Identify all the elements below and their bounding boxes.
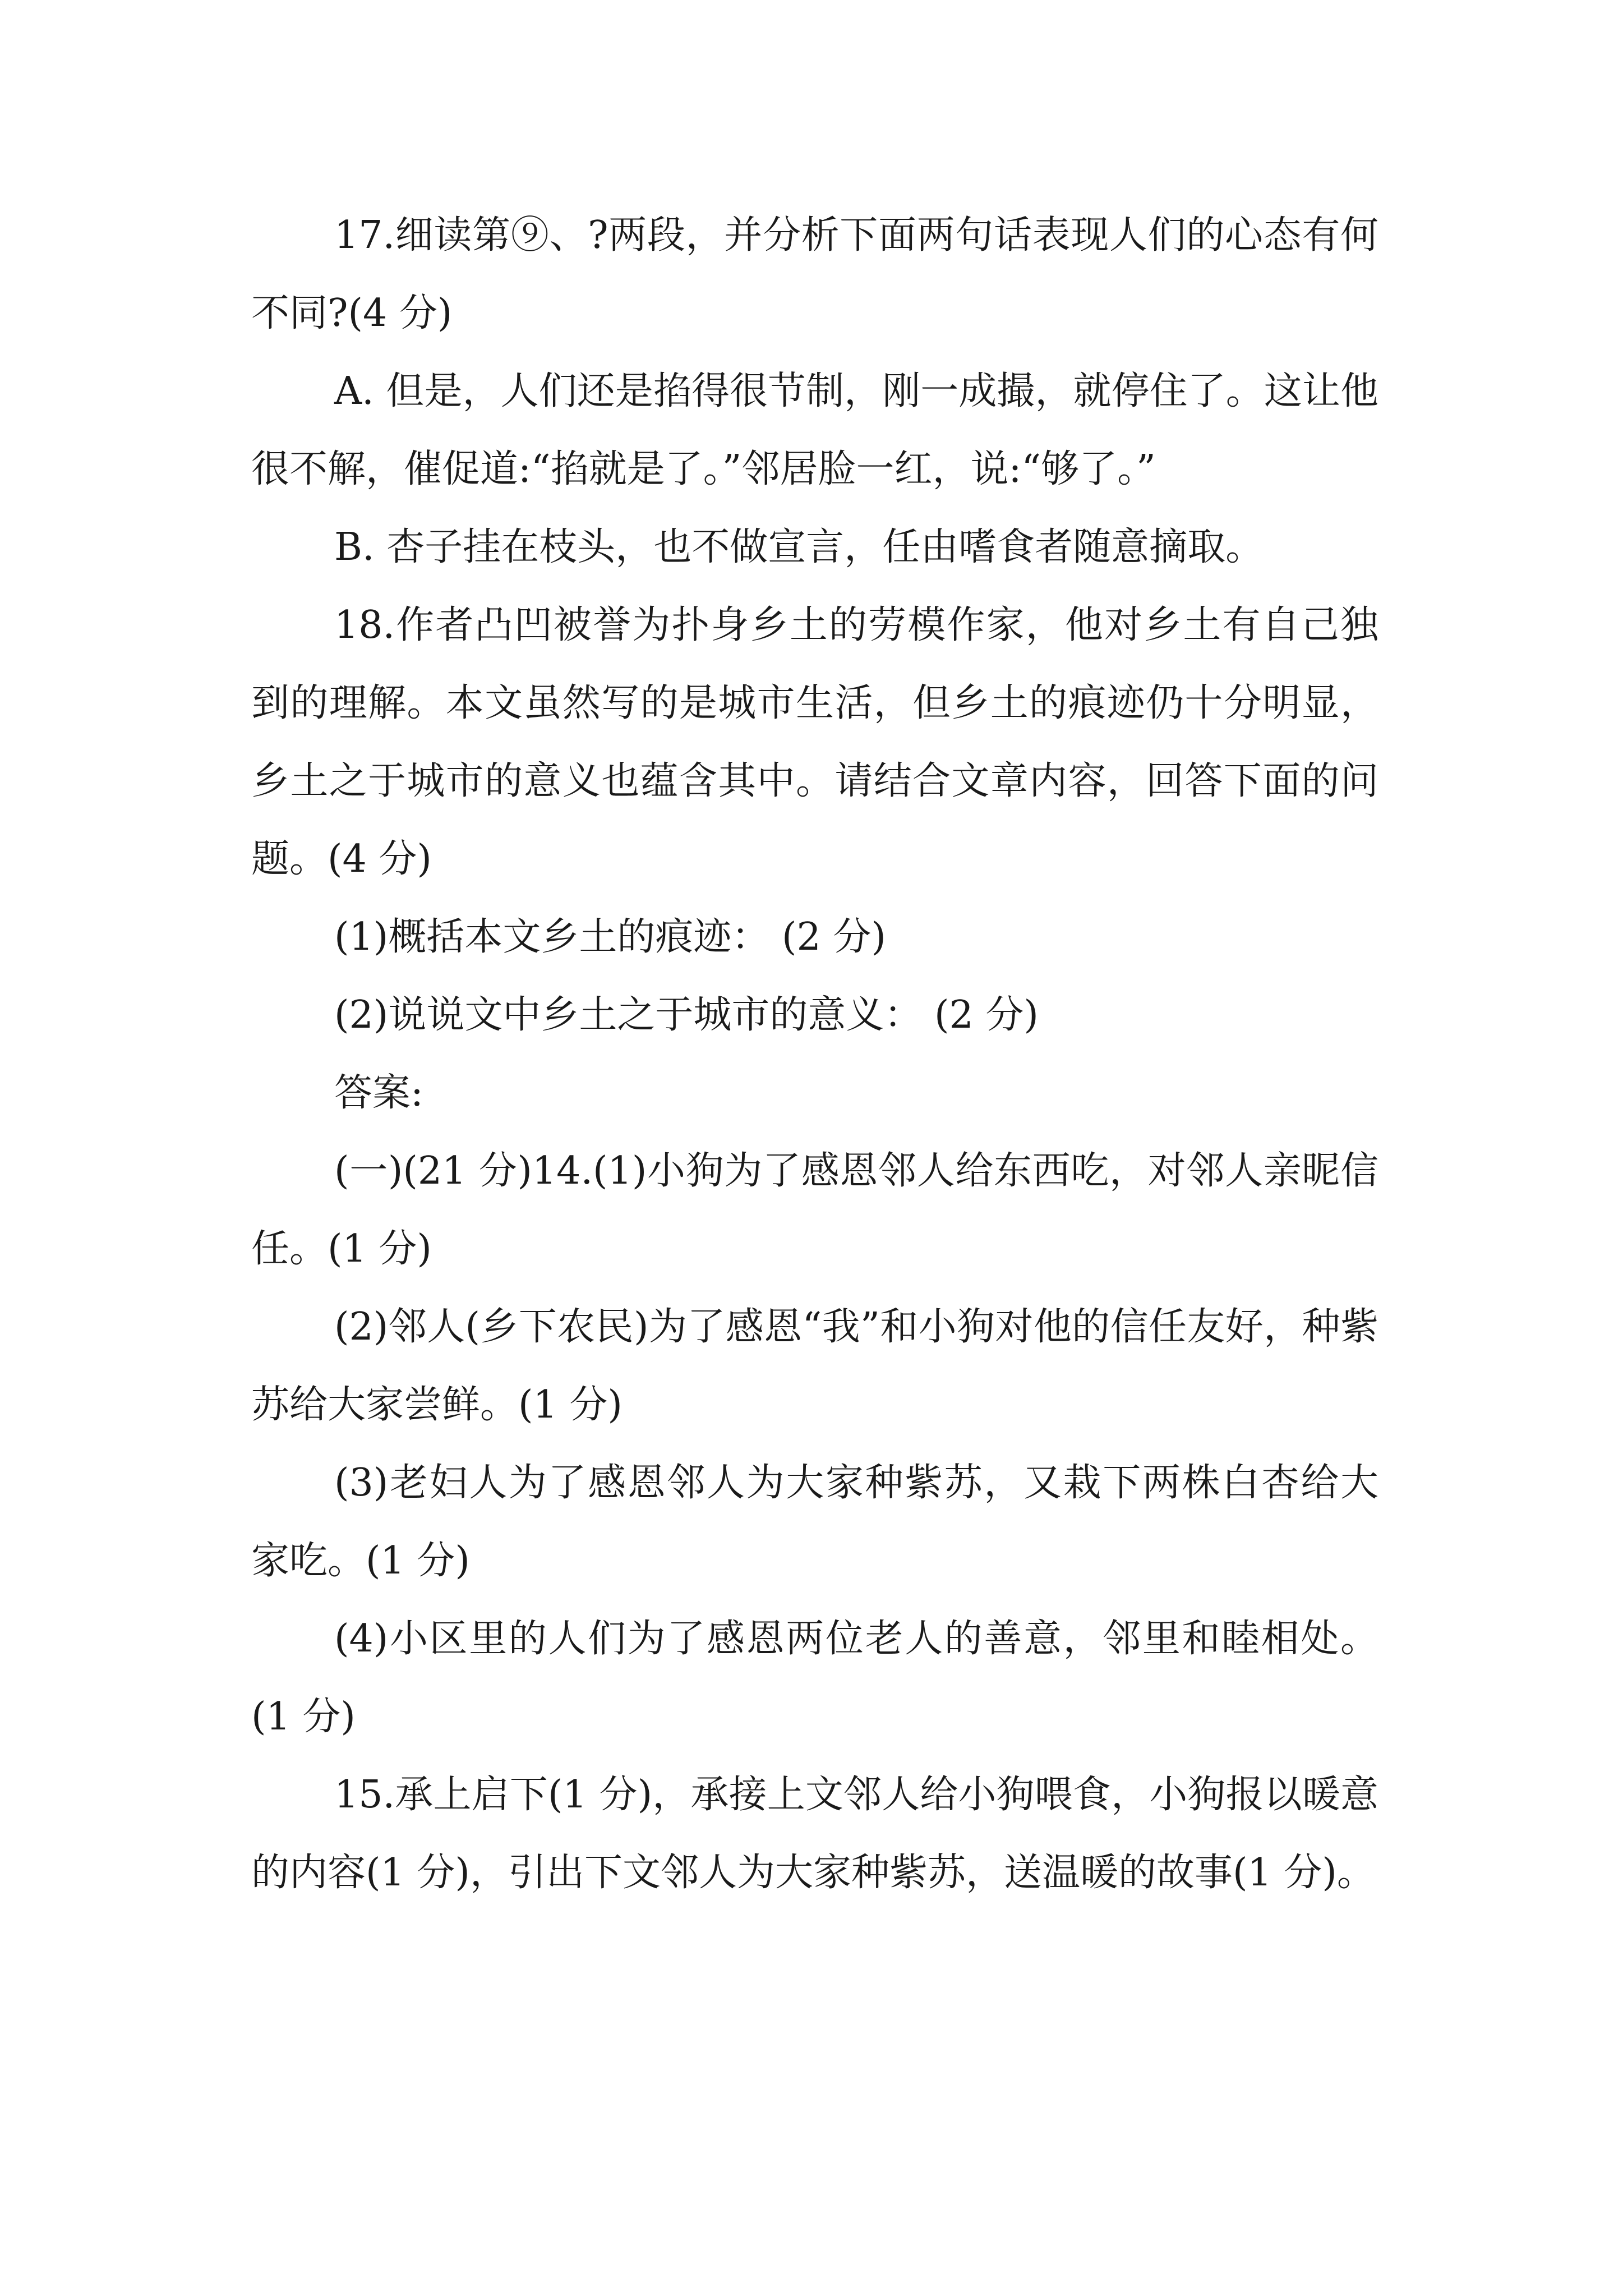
question-17-option-a: A. 但是，人们还是掐得很节制，刚一成撮，就停住了。这让他很不解，催促道:“掐就是了。”邻居脸一红，说:“够了。” <box>251 369 1378 491</box>
question-17: 17.细读第⑨、?两段，并分析下面两句话表现人们的心态有何不同?(4 分) <box>251 213 1378 335</box>
answer-15: 15.承上启下(1 分)，承接上文邻人给小狗喂食，小狗报以暖意的内容(1 分)，引出下文邻人为大家种紫苏，送温暖的故事(1 分)。 <box>251 1773 1378 1895</box>
question-18-part-1: (1)概括本文乡土的痕迹： (2 分) <box>334 915 886 959</box>
answer-14-1: (一)(21 分)14.(1)小狗为了感恩邻人给东西吃，对邻人亲昵信任。(1 分) <box>251 1149 1378 1271</box>
question-18: 18.作者凸凹被誉为扑身乡土的劳模作家，他对乡土有自己独到的理解。本文虽然写的是城市生活，但乡土的痕迹仍十分明显，乡土之于城市的意义也蕴含其中。请结合文章内容，回答下面的问题。(4 分) <box>251 603 1378 881</box>
question-18-part-2: (2)说说文中乡土之于城市的意义： (2 分) <box>334 993 1039 1037</box>
question-17-option-b: B. 杏子挂在枝头，也不做宣言，任由嗜食者随意摘取。 <box>334 525 1264 569</box>
answers-heading: 答案: <box>334 1071 423 1115</box>
answer-14-4: (4)小区里的人们为了感恩两位老人的善意，邻里和睦相处。(1 分) <box>251 1617 1378 1739</box>
answer-14-2: (2)邻人(乡下农民)为了感恩“我”和小狗对他的信任友好，种紫苏给大家尝鲜。(1 分) <box>251 1305 1378 1427</box>
answer-14-3: (3)老妇人为了感恩邻人为大家种紫苏，又栽下两株白杏给大家吃。(1 分) <box>251 1461 1378 1583</box>
document-body <box>251 196 1378 1912</box>
